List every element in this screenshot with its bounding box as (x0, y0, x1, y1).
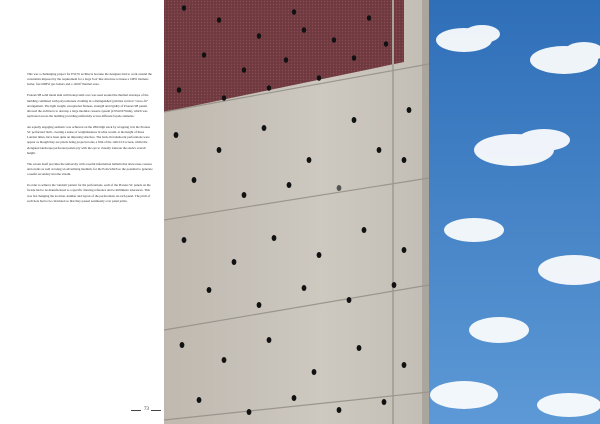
column-edge (392, 0, 394, 424)
paragraph-1: This was a challenging project for ESCW architects because the designers had to work around the constraints imposed by the requirement for a large 'box' like structure to house a 1MW biomass boiler, fast 60MW gas boilers and a 120m³ thermal store. (27, 72, 152, 87)
page-footer (0, 405, 164, 415)
page-number: 73 (144, 407, 149, 412)
paragraph-3: An equally engaging aesthetic was achieved on the 28m high stack by wrapping it in the Proteus SC perforated 'skin', creating a sense of weightlessness in what would, at the height of these London times, have been quite an imposing structure. The back-lit translucent perforations were appear as though they are pixels being projected onto a film of the 12m/12.9 screen, whilst the elongated landscape perforated panels ply with the eye to visually truncate the stack's overall height. (27, 125, 151, 155)
facade-illustration (164, 0, 600, 424)
paragraph-2: Proteus SB solid metal skin with honeycomb core was used around the thermal envelope of the building combined with polycarbonate cladding in a distinguished grid-like vertical "cut-to-fit" arrangement. The light weight, exceptional flatness, strength and rigidity of Proteus SB panels allowed the architects to develop a large modular cassette system (2.95x0.975mm), which was replicated across the building providing uniformity across different façade elements. (27, 93, 149, 118)
facade-photo (164, 0, 600, 424)
text-column (27, 72, 153, 210)
footer-rule-left (131, 410, 141, 411)
footer-rule-right (151, 410, 161, 411)
paragraph-5: In order to achieve the 'random' pattern for the perforations, each of the Proteus SC panels on the facade had to be manufactured to a specific drawing reference and to millimetre tolerances. This was fed changing the location, number and layout of the perforations on each panel. The pitch of each hole had to be calculated so that they passed seamlessly over panel joints. (27, 183, 151, 203)
paragraph-4: The screen itself provides the university with a useful information bulletin that showcases courses and events as well as being an advertising medium, for the Potts/which so the potential to generate a useful secondary income stream. (27, 161, 153, 177)
